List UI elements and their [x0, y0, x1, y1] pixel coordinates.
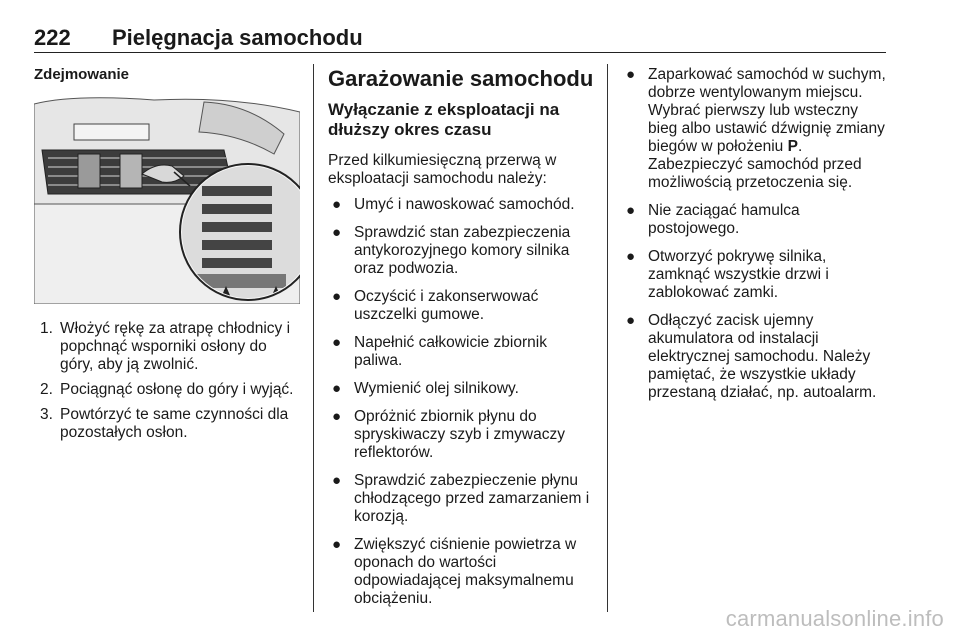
list-item-text-part: Zaparkować samochód w suchym, dobrze wentylowanym miejscu. Wybrać pierwszy lub wsteczny bieg albo ustawić dźwignię zmiany biegów w położeniu	[648, 66, 886, 155]
list-item-text	[648, 66, 886, 191]
list-item	[622, 202, 888, 238]
step-text: Powtórzyć te same czynności dla pozostałych osłon.	[60, 406, 289, 441]
list-item-text: Nie zaciągać hamulca postojowego.	[648, 202, 800, 237]
bullet-icon: ●	[332, 408, 342, 425]
bullet-icon: ●	[626, 312, 636, 329]
bullet-icon: ●	[626, 248, 636, 265]
column-divider-left	[313, 64, 314, 612]
list-item	[34, 320, 300, 374]
bullet-icon: ●	[626, 202, 636, 219]
list-item-text-part: . Zabezpieczyć samochód przed możliwością przetoczenia się.	[648, 138, 862, 191]
bullet-icon: ●	[332, 334, 342, 351]
bullet-icon: ●	[332, 196, 342, 213]
list-item-text: Zwiększyć ciśnienie powietrza w oponach do wartości odpowiadającej maksymalnemu obciążeniu.	[354, 536, 577, 607]
column-divider-right	[607, 64, 608, 612]
list-item	[34, 406, 300, 442]
bullet-icon: ●	[332, 288, 342, 305]
list-item-text: Napełnić całkowicie zbiornik paliwa.	[354, 334, 547, 369]
list-item	[622, 248, 888, 302]
step-number: 3.	[40, 406, 53, 423]
subsection-title: Wyłączanie z eksploatacji na dłuższy okres czasu	[328, 100, 560, 139]
list-item	[622, 66, 888, 192]
list-item	[328, 380, 594, 398]
list-item	[622, 312, 888, 402]
chapter-title: Pielęgnacja samochodu	[112, 25, 363, 50]
step-text: Pociągnąć osłonę do góry i wyjąć.	[60, 381, 294, 398]
storage-checklist	[328, 196, 594, 608]
list-item	[34, 381, 300, 399]
list-item-text: Otworzyć pokrywę silnika, zamknąć wszystkie drzwi i zablokować zamki.	[648, 248, 829, 301]
gear-position-label: P	[787, 138, 798, 155]
list-item	[328, 408, 594, 462]
storage-checklist-continued	[622, 66, 888, 402]
bullet-icon: ●	[332, 380, 342, 397]
list-item	[328, 536, 594, 608]
bullet-icon: ●	[626, 66, 636, 83]
page-header	[34, 26, 886, 53]
list-item	[328, 472, 594, 526]
intro-text: Przed kilkumiesięczną przerwą w eksploatacji samochodu należy:	[328, 152, 557, 187]
list-item	[328, 334, 594, 370]
bullet-icon: ●	[332, 472, 342, 489]
removal-heading: Zdejmowanie	[34, 66, 130, 83]
list-item-text: Opróżnić zbiornik płynu do spryskiwaczy szyb i zmywaczy reflektorów.	[354, 408, 565, 461]
watermark: carmanualsonline.info	[725, 606, 944, 631]
bullet-icon: ●	[332, 536, 342, 553]
list-item-text: Sprawdzić zabezpieczenie płynu chłodzącego przed zamarzaniem i korozją.	[354, 472, 590, 525]
step-number: 1.	[40, 320, 53, 337]
list-item-text: Odłączyć zacisk ujemny akumulatora od instalacji elektrycznej samochodu. Należy pamiętać, że wszystkie układy przestaną działać, np. autoalarm.	[648, 312, 877, 401]
page-number: 222	[34, 25, 71, 50]
list-item	[328, 224, 594, 278]
list-item	[328, 288, 594, 324]
list-item-text: Umyć i nawoskować samochód.	[354, 196, 575, 213]
right-column	[622, 66, 888, 412]
section-title: Garażowanie samochodu	[328, 66, 594, 91]
list-item-text: Wymienić olej silnikowy.	[354, 380, 519, 397]
middle-column	[328, 66, 594, 618]
removal-steps	[34, 320, 300, 442]
list-item	[328, 196, 594, 214]
step-text: Włożyć rękę za atrapę chłodnicy i popchnąć wsporniki osłony do góry, aby ją zwolnić.	[60, 320, 291, 373]
list-item-text: Sprawdzić stan zabezpieczenia antykorozyjnego komory silnika oraz podwozia.	[354, 224, 571, 277]
step-number: 2.	[40, 381, 53, 398]
left-column	[34, 66, 300, 449]
bullet-icon: ●	[332, 224, 342, 241]
list-item-text: Oczyścić i zakonserwować uszczelki gumowe.	[354, 288, 539, 323]
bumper-grille-removal-illustration-icon	[34, 94, 300, 304]
